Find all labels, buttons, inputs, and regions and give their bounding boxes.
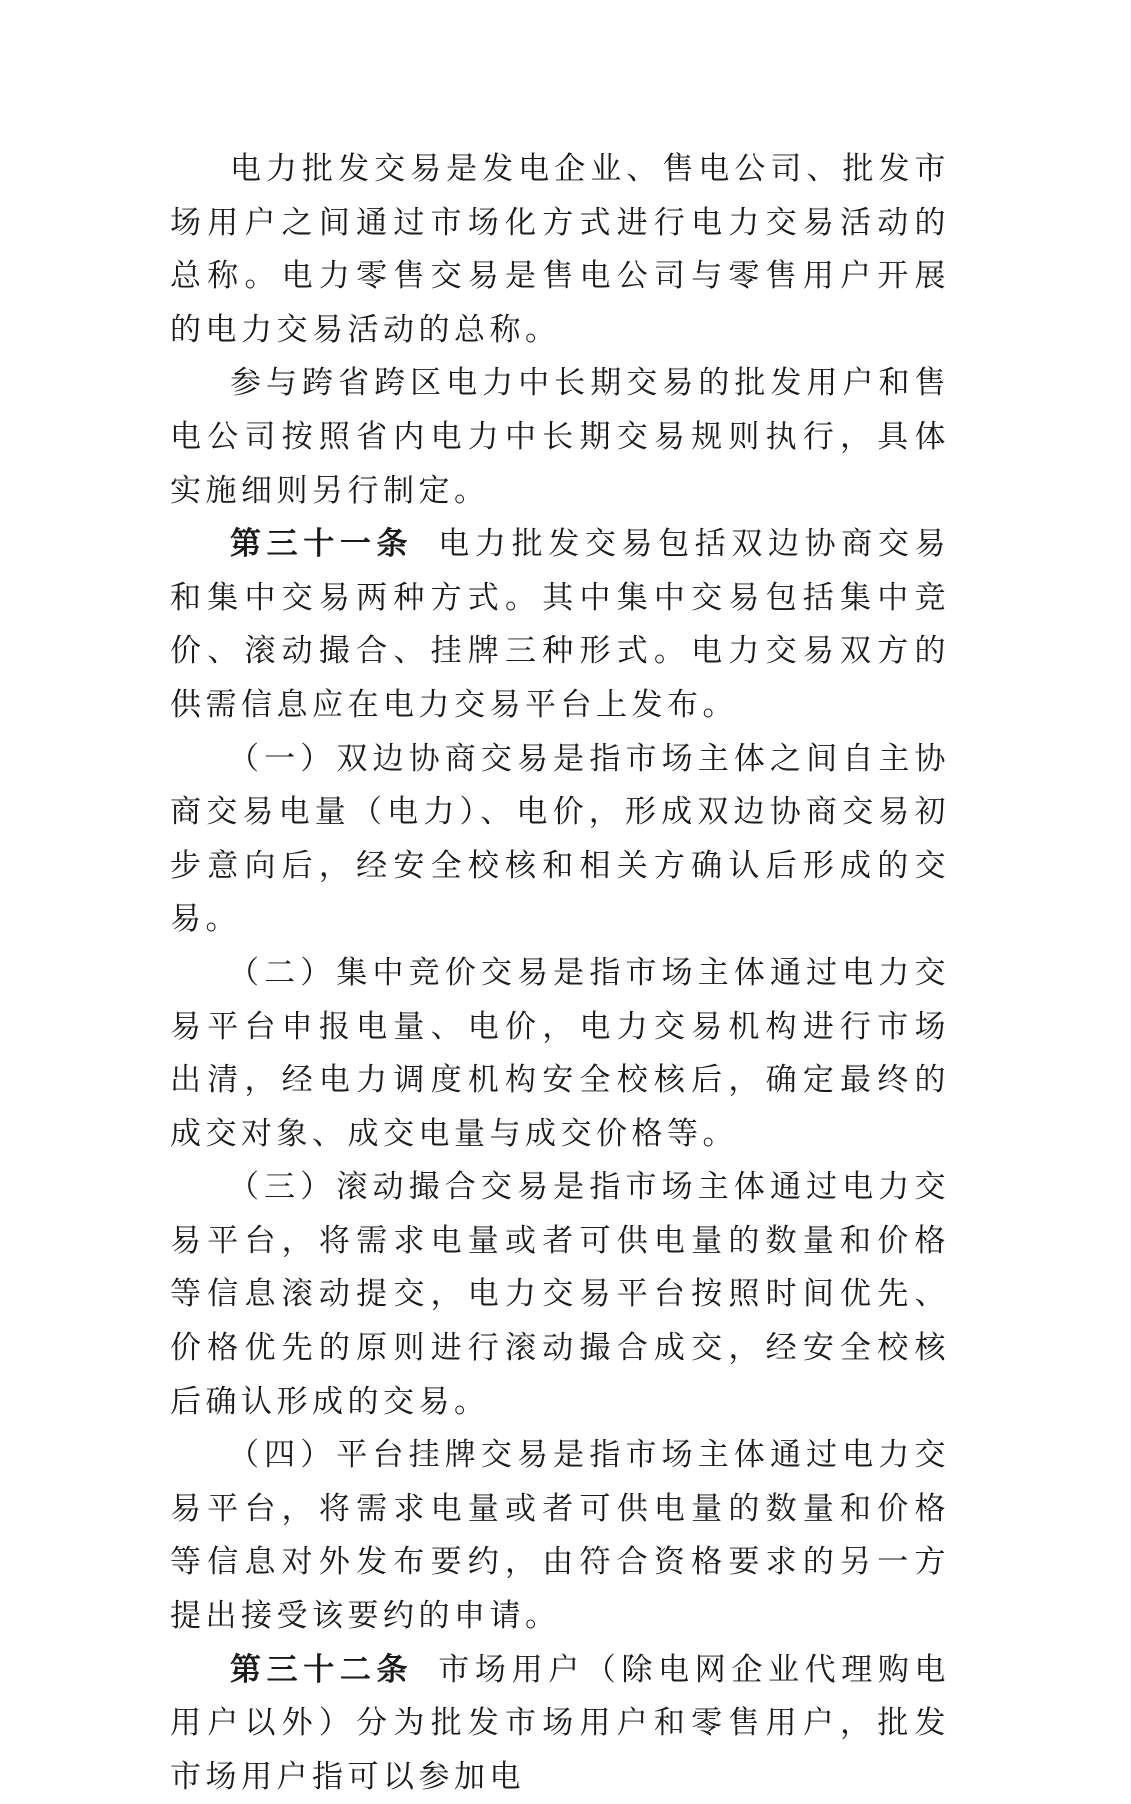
document-page xyxy=(170,143,950,1804)
article-31-item-1: （一）双边协商交易是指市场主体之间自主协商交易电量（电力）、电价，形成双边协商交易初步意向后，经安全校核和相关方确认后形成的交易。 xyxy=(170,740,950,938)
article-31-item-3: （三）滚动撮合交易是指市场主体通过电力交易平台，将需求电量或者可供电量的数量和价格等信息滚动提交，电力交易平台按照时间优先、价格优先的原则进行滚动撮合成交，经安全校核后确认形成的交易。 xyxy=(170,1169,950,1420)
article-31-text: 电力批发交易包括双边协商交易和集中交易两种方式。其中集中交易包括集中竞价、滚动撮合、挂牌三种形式。电力交易双方的供需信息应在电力交易平台上发布。 xyxy=(170,526,951,723)
article-31-item-2: （二）集中竞价交易是指市场主体通过电力交易平台申报电量、电价，电力交易机构进行市场出清，经电力调度机构安全校核后，确定最终的成交对象、成交电量与成交价格等。 xyxy=(170,954,950,1152)
paragraph-wholesale-retail-definition: 电力批发交易是发电企业、售电公司、批发市场用户之间通过市场化方式进行电力交易活动的总称。电力零售交易是售电公司与零售用户开展的电力交易活动的总称。 xyxy=(170,151,950,348)
article-32-heading: 第三十二条 xyxy=(230,1651,414,1688)
paragraph-cross-province: 参与跨省跨区电力中长期交易的批发用户和售电公司按照省内电力中长期交易规则执行，具体实施细则另行制定。 xyxy=(170,365,950,509)
article-32 xyxy=(170,1644,950,1804)
article-31-item-4: （四）平台挂牌交易是指市场主体通过电力交易平台，将需求电量或者可供电量的数量和价格等信息对外发布要约，由符合资格要求的另一方提出接受该要约的申请。 xyxy=(170,1437,950,1635)
article-32-text: 市场用户（除电网企业代理购电用户以外）分为批发市场用户和零售用户，批发市场用户指可以参加电 xyxy=(170,1651,951,1795)
article-31 xyxy=(170,518,950,732)
article-31-heading: 第三十一条 xyxy=(230,526,414,563)
